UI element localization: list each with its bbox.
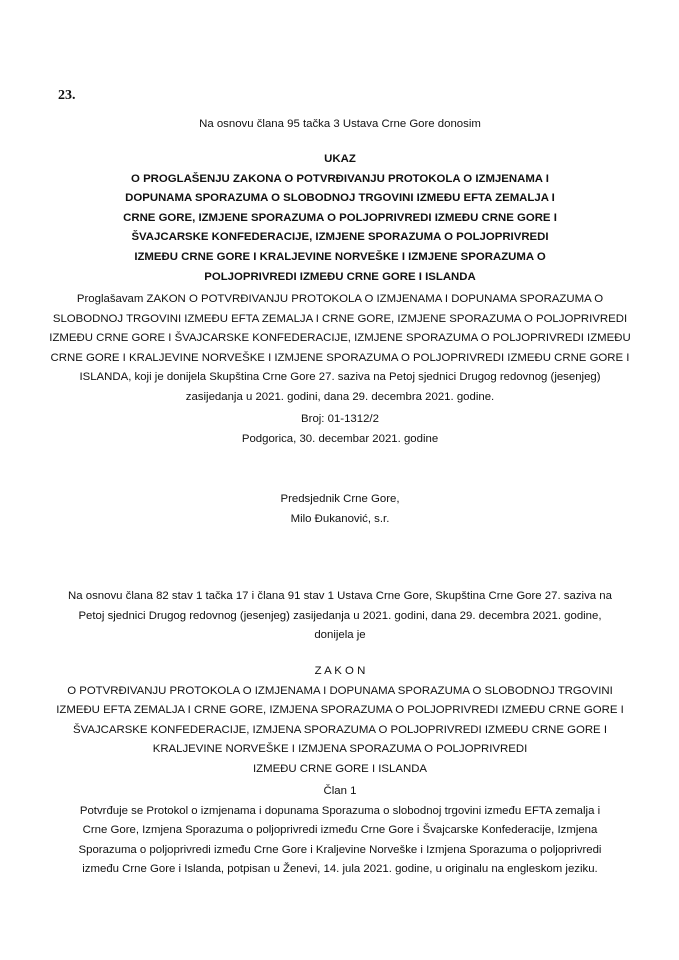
article-line: Crne Gore, Izmjena Sporazuma o poljoprivredi između Crne Gore i Švajcarske Konfederacije, Izmjena [82, 824, 598, 837]
preamble-line: Petoj sjednici Drugog redovnog (jesenjeg) zasijedanja u 2021. godini, dana 29. decembra 2021. godine, [78, 609, 602, 622]
ukaz-body-line: CRNE GORE I KRALJEVINE NORVEŠKE I IZMJENE SPORAZUMA O POLJOPRIVREDI IZMEĐU CRNE GORE I [50, 351, 630, 364]
place-date: Podgorica, 30. decembar 2021. godine [241, 432, 439, 445]
zakon-subject-line: IZMEĐU CRNE GORE I ISLANDA [252, 762, 428, 775]
preamble-line: Na osnovu člana 82 stav 1 tačka 17 i člana 91 stav 1 Ustava Crne Gore, Skupština Crne Gore 27. saziva na [68, 590, 612, 602]
ukaz-subject-line: IZMEĐU CRNE GORE I KRALJEVINE NORVEŠKE I IZMJENE SPORAZUMA O [134, 250, 546, 263]
zakon-subject-line: O POTVRĐIVANJU PROTOKOLA O IZMJENAMA I DOPUNAMA SPORAZUMA O SLOBODNOJ TRGOVINI [67, 684, 613, 697]
signature-block [40, 490, 640, 529]
ukaz-title: UKAZ [324, 153, 356, 165]
ukaz-body [40, 290, 640, 408]
ukaz-body-line: SLOBODNOJ TRGOVINI IZMEĐU EFTA ZEMALJA I CRNE GORE, IZMJENE SPORAZUMA O POLJOPRIVREDI [52, 312, 628, 325]
ukaz-heading [40, 150, 640, 287]
signatory-name: Milo Đukanović, s.r. [290, 512, 390, 525]
zakon-heading [40, 662, 640, 780]
article-1 [40, 782, 640, 880]
ukaz-reference [40, 410, 640, 449]
ukaz-intro [40, 115, 640, 135]
zakon-subject-line: IZMEĐU EFTA ZEMALJA I CRNE GORE, IZMJENA SPORAZUMA O POLJOPRIVREDI IZMEĐU CRNE GORE I [56, 704, 624, 717]
ukaz-subject-line: O PROGLAŠENJU ZAKONA O POTVRĐIVANJU PROTOKOLA O IZMJENAMA I [131, 172, 549, 185]
ukaz-subject-line: CRNE GORE, IZMJENE SPORAZUMA O POLJOPRIVREDI IZMEĐU CRNE GORE I [123, 211, 557, 224]
broj: Broj: 01-1312/2 [301, 413, 379, 425]
ukaz-body-line: ISLANDA, koji je donijela Skupština Crne Gore 27. saziva na Petoj sjednici Drugog redovnog (jesenjeg) [79, 371, 601, 384]
ukaz-body-line: zasijedanja u 2021. godini, dana 29. decembra 2021. godine. [185, 390, 495, 403]
document-number: 23. [58, 88, 76, 103]
article-line: između Crne Gore i Islanda, potpisan u Ženevi, 14. jula 2021. godine, u originalu na engleskom jeziku. [82, 863, 598, 876]
preamble-line: donijela je [314, 629, 366, 642]
ukaz-body-line: IZMEĐU CRNE GORE I ŠVAJCARSKE KONFEDERACIJE, IZMJENE SPORAZUMA O POLJOPRIVREDI IZMEĐU [49, 332, 631, 345]
ukaz-body-line: Proglašavam ZAKON O POTVRĐIVANJU PROTOKOLA O IZMJENAMA I DOPUNAMA SPORAZUMA O [76, 293, 604, 305]
article-line: Potvrđuje se Protokol o izmjenama i dopunama Sporazuma o slobodnoj trgovini između EFTA zemalja i [79, 804, 601, 817]
zakon-preamble [40, 587, 640, 646]
ukaz-subject-line: ŠVAJCARSKE KONFEDERACIJE, IZMJENE SPORAZUMA O POLJOPRIVREDI [131, 231, 549, 244]
zakon-subject-line: KRALJEVINE NORVEŠKE I IZMJENA SPORAZUMA O POLJOPRIVREDI [152, 743, 528, 756]
intro-line: Na osnovu člana 95 tačka 3 Ustava Crne Gore donosim [199, 118, 481, 130]
article-line: Sporazuma o poljoprivredi između Crne Gore i Kraljevine Norveške i Izmjena Sporazuma o poljoprivredi [78, 843, 602, 856]
ukaz-subject-line: POLJOPRIVREDI IZMEĐU CRNE GORE I ISLANDA [204, 270, 476, 283]
signatory-title: Predsjednik Crne Gore, [280, 493, 400, 505]
zakon-title: Z A K O N [314, 665, 366, 677]
article-title: Član 1 [323, 785, 357, 797]
zakon-subject-line: ŠVAJCARSKE KONFEDERACIJE, IZMJENA SPORAZUMA O POLJOPRIVREDI IZMEĐU CRNE GORE I [73, 723, 607, 736]
ukaz-subject-line: DOPUNAMA SPORAZUMA O SLOBODNOJ TRGOVINI IZMEĐU EFTA ZEMALJA I [125, 192, 555, 205]
